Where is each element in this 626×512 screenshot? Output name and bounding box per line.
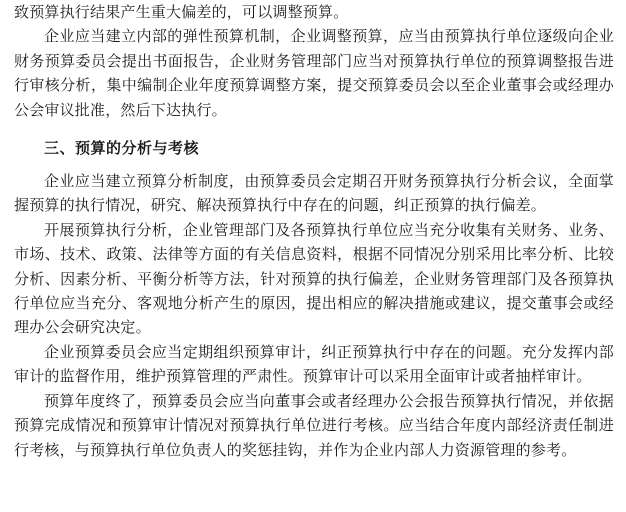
paragraph-budget-adjustment: 企业应当建立内部的弹性预算机制，企业调整预算，应当由预算执行单位逐级向企业财务预算委员会提出书面报告，企业财务管理部门应当对预算执行单位的预算调整报告进行审核分析，集中编制企业年度预算调整方案，提交预算委员会以至企业董事会或经理办公会审议批准，然后下达执行。 (14, 27, 614, 119)
paragraph-analysis-system: 企业应当建立预算分析制度，由预算委员会定期召开财务预算执行分析会议，全面掌握预算的执行情况，研究、解决预算执行中存在的问题，纠正预算的执行偏差。 (14, 172, 614, 215)
document-page (14, 0, 614, 462)
paragraph-year-end-assessment: 预算年度终了，预算委员会应当向董事会或者经理办公会报告预算执行情况，并依据预算完成情况和预算审计情况对预算执行单位进行考核。应当结合年度内部经济责任制进行考核，与预算执行单位负责人的奖惩挂钩，并作为企业内部人力资源管理的参考。 (14, 391, 614, 459)
section-heading-analysis-assessment: 三、预算的分析与考核 (44, 139, 200, 158)
paragraph-continuation: 致预算执行结果产生重大偏差的，可以调整预算。 (14, 3, 349, 21)
paragraph-execution-analysis: 开展预算执行分析，企业管理部门及各预算执行单位应当充分收集有关财务、业务、市场、技术、政策、法律等方面的有关信息资料，根据不同情况分别采用比率分析、比较分析、因素分析、平衡分析等方法，针对预算的执行偏差，企业财务管理部门及各预算执行单位应当充分、客观地分析产生的原因，提出相应的解决措施或建议，提交董事会或经理办公会研究决定。 (14, 220, 614, 337)
paragraph-budget-audit: 企业预算委员会应当定期组织预算审计，纠正预算执行中存在的问题。充分发挥内部审计的监督作用，维护预算管理的严肃性。预算审计可以采用全面审计或者抽样审计。 (14, 342, 614, 386)
